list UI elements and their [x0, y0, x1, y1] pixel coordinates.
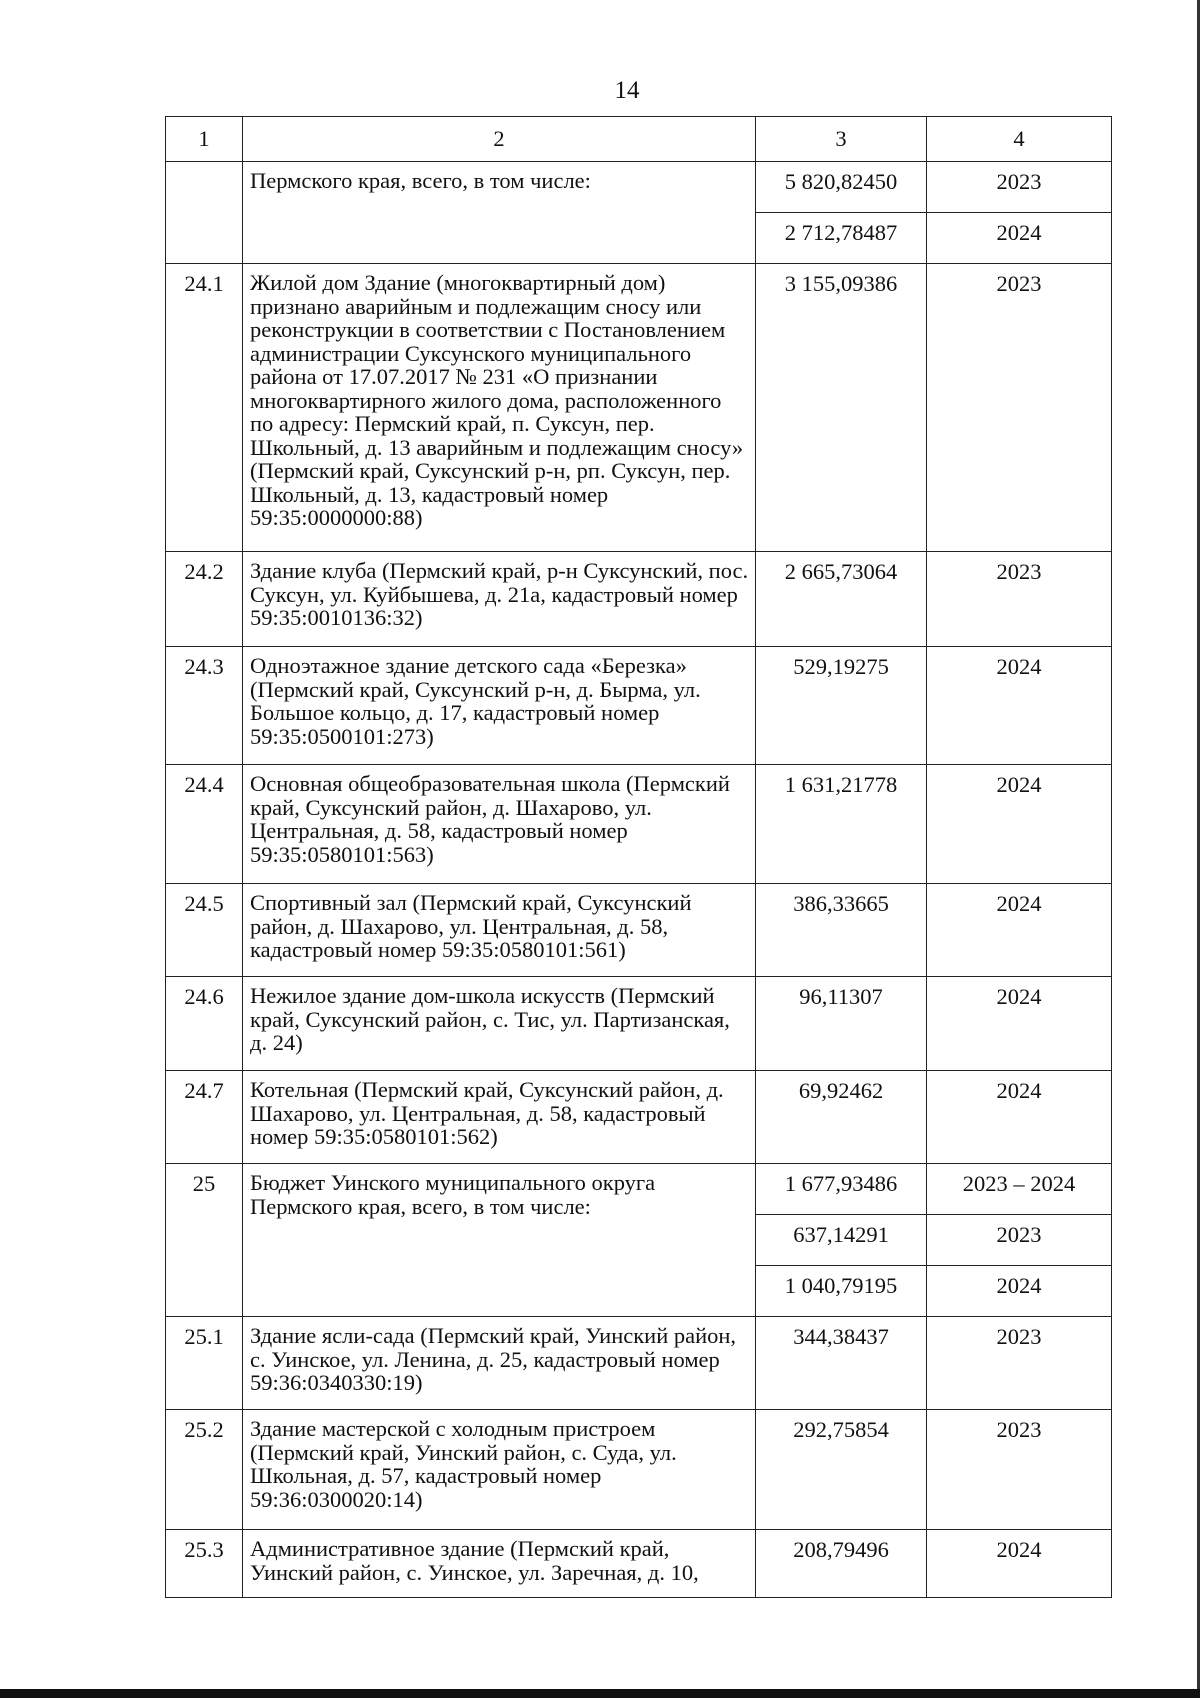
row-description: Одноэтажное здание детского сада «Березка» (Пермский край, Суксунский р-н, д. Бырма, ул. Большое кольцо, д. 17, кадастровый номер 59:35:0500101:273) — [243, 647, 756, 765]
row-amount: 2 712,78487 — [756, 213, 927, 264]
row-description: Пермского края, всего, в том числе: — [243, 162, 756, 264]
column-header: 1 — [166, 117, 243, 162]
table-row — [166, 1164, 1112, 1215]
row-description: Здание ясли-сада (Пермский край, Уинский район, с. Уинское, ул. Ленина, д. 25, кадастровый номер 59:36:0340330:19) — [243, 1317, 756, 1410]
row-number: 24.4 — [166, 765, 243, 884]
row-number: 25.2 — [166, 1410, 243, 1530]
row-description: Нежилое здание дом-школа искусств (Пермский край, Суксунский район, с. Тис, ул. Партизанская, д. 24) — [243, 977, 756, 1071]
scan-edge-bottom — [0, 1689, 1200, 1698]
row-amount: 1 040,79195 — [756, 1266, 927, 1317]
row-description: Спортивный зал (Пермский край, Суксунский район, д. Шахарово, ул. Центральная, д. 58, кадастровый номер 59:35:0580101:561) — [243, 884, 756, 977]
table-row — [166, 1530, 1112, 1598]
table-row — [166, 647, 1112, 765]
row-description: Здание клуба (Пермский край, р-н Суксунский, пос. Суксун, ул. Куйбышева, д. 21а, кадастровый номер 59:35:0010136:32) — [243, 552, 756, 647]
table-row — [166, 552, 1112, 647]
row-amount: 3 155,09386 — [756, 264, 927, 552]
row-number: 24.3 — [166, 647, 243, 765]
table-row — [166, 1071, 1112, 1164]
row-amount: 96,11307 — [756, 977, 927, 1071]
row-year: 2023 — [927, 1215, 1112, 1266]
table-row — [166, 264, 1112, 552]
row-amount: 208,79496 — [756, 1530, 927, 1598]
row-year: 2024 — [927, 1266, 1112, 1317]
table-row — [166, 977, 1112, 1071]
row-description: Здание мастерской с холодным пристроем (Пермский край, Уинский район, с. Суда, ул. Школьная, д. 57, кадастровый номер 59:36:0300020:14) — [243, 1410, 756, 1530]
budget-table — [165, 116, 1112, 1598]
table-row — [166, 884, 1112, 977]
row-amount: 292,75854 — [756, 1410, 927, 1530]
row-year: 2023 — [927, 162, 1112, 213]
row-year: 2024 — [927, 1530, 1112, 1598]
row-description: Основная общеобразовательная школа (Пермский край, Суксунский район, д. Шахарово, ул. Центральная, д. 58, кадастровый номер 59:35:0580101:563) — [243, 765, 756, 884]
row-description: Жилой дом Здание (многоквартирный дом) признано аварийным и подлежащим сносу или реконструкции в соответствии с Постановлением администрации Суксунского муниципального района от 17.07.2017 № 231 «О признании многоквартирного жилого дома, расположенного по адресу: Пермский край, п. Суксун, пер. Школьный, д. 13 аварийным и подлежащим сносу» (Пермский край, Суксунский р-н, рп. Суксун, пер. Школьный, д. 13, кадастровый номер 59:35:0000000:88) — [243, 264, 756, 552]
row-description: Котельная (Пермский край, Суксунский район, д. Шахарово, ул. Центральная, д. 58, кадастровый номер 59:35:0580101:562) — [243, 1071, 756, 1164]
row-number: 24.6 — [166, 977, 243, 1071]
row-amount: 5 820,82450 — [756, 162, 927, 213]
row-amount: 529,19275 — [756, 647, 927, 765]
row-description: Бюджет Уинского муниципального округа Пермского края, всего, в том числе: — [243, 1164, 756, 1317]
row-year: 2024 — [927, 213, 1112, 264]
row-year: 2024 — [927, 647, 1112, 765]
row-amount: 1 631,21778 — [756, 765, 927, 884]
row-amount: 1 677,93486 — [756, 1164, 927, 1215]
row-description: Административное здание (Пермский край, Уинский район, с. Уинское, ул. Заречная, д. 10, — [243, 1530, 756, 1598]
page-number: 14 — [614, 77, 640, 104]
row-year: 2023 — [927, 1317, 1112, 1410]
column-header: 4 — [927, 117, 1112, 162]
row-number: 25 — [166, 1164, 243, 1317]
row-number: 24.5 — [166, 884, 243, 977]
row-year: 2023 — [927, 1410, 1112, 1530]
row-number: 24.7 — [166, 1071, 243, 1164]
column-header: 2 — [243, 117, 756, 162]
row-number — [166, 162, 243, 264]
table-row — [166, 162, 1112, 213]
row-amount: 386,33665 — [756, 884, 927, 977]
row-amount: 344,38437 — [756, 1317, 927, 1410]
row-number: 24.1 — [166, 264, 243, 552]
row-year: 2023 — [927, 264, 1112, 552]
row-year: 2023 – 2024 — [927, 1164, 1112, 1215]
row-number: 24.2 — [166, 552, 243, 647]
row-year: 2024 — [927, 1071, 1112, 1164]
row-amount: 69,92462 — [756, 1071, 927, 1164]
table-row — [166, 1317, 1112, 1410]
row-year: 2024 — [927, 884, 1112, 977]
column-header: 3 — [756, 117, 927, 162]
row-number: 25.3 — [166, 1530, 243, 1598]
row-year: 2024 — [927, 977, 1112, 1071]
row-year: 2023 — [927, 552, 1112, 647]
row-year: 2024 — [927, 765, 1112, 884]
row-amount: 637,14291 — [756, 1215, 927, 1266]
table-row — [166, 1410, 1112, 1530]
row-number: 25.1 — [166, 1317, 243, 1410]
table-row — [166, 765, 1112, 884]
table-header-row — [166, 117, 1112, 162]
row-amount: 2 665,73064 — [756, 552, 927, 647]
